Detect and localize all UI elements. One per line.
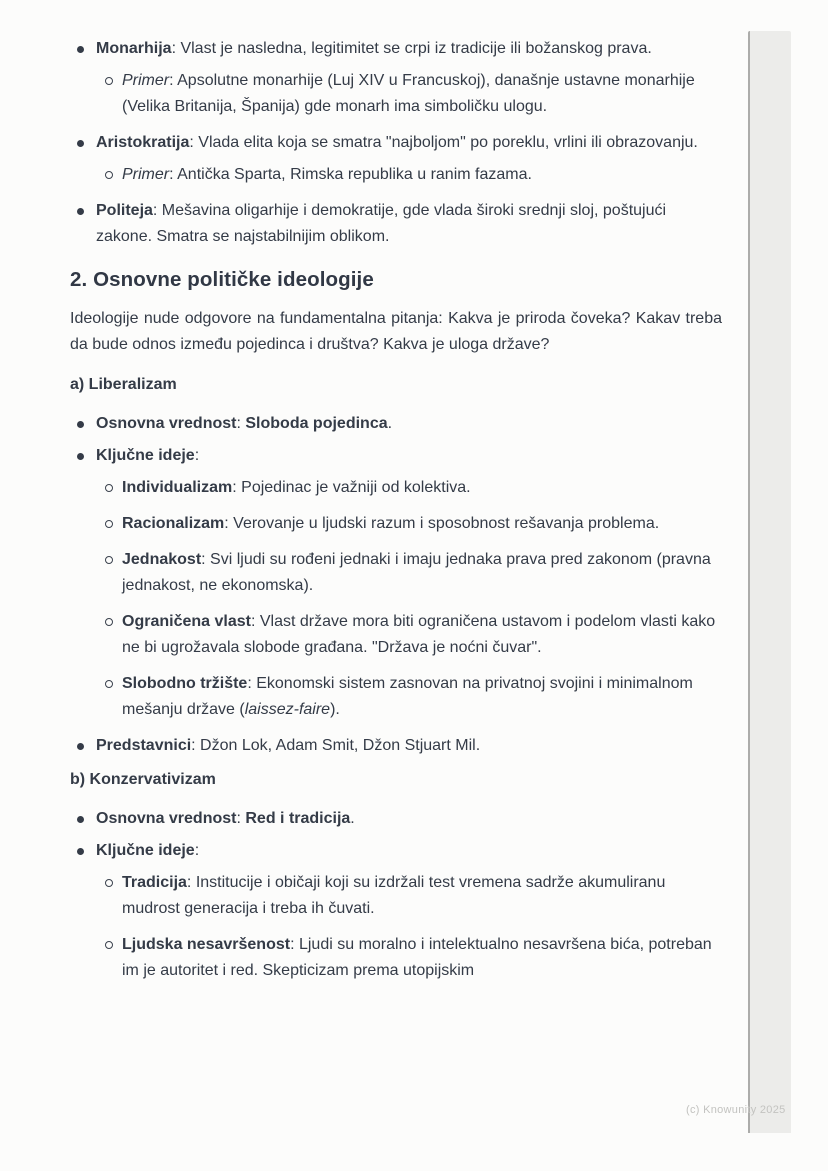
list-item-text [122,936,712,979]
text-segment: Ključne ideje [96,447,195,464]
section-heading: 2. Osnovne političke ideologije [70,268,374,291]
text-segment: Jednakost [122,551,202,568]
list-item-text [122,166,532,183]
list-item [70,671,722,723]
subsection-heading: b) Konzervativizam [70,771,216,788]
list-item [70,547,722,599]
text-segment: : Pojedinac je važniji od kolektiva. [232,479,471,496]
text-segment: : Ekonomski sistem zasnovan na privatnoj svojini i minimalnom mešanju države ( [122,675,693,718]
circle-bullet-icon [105,520,113,528]
list-item-text [122,613,715,656]
text-segment: : Ljudi su moralno i intelektualno nesavršena bića, potreban im je autoritet i red. Skepticizam prema utopijskim [122,936,712,979]
text-segment: Slobodno tržište [122,675,248,692]
list-item-text [122,479,471,496]
circle-bullet-icon [105,77,113,85]
text-segment: Ključne ideje [96,842,195,859]
text-segment: Ograničena vlast [122,613,251,630]
text-segment: : [236,415,246,432]
document-content [70,36,722,994]
text-segment: : [236,810,246,827]
list-item [70,609,722,661]
text-segment: Primer [122,72,170,89]
text-segment: : Vlast je nasledna, legitimitet se crpi iz tradicije ili božanskog prava. [171,40,652,57]
text-segment: Politeja [96,202,153,219]
list-item-text [122,675,693,718]
bullet-icon [77,453,84,460]
list-item [70,838,722,864]
bullet-icon [77,848,84,855]
text-segment: Predstavnici [96,737,192,754]
text-segment: laissez-faire [244,701,331,718]
text-segment: Individualizam [122,479,233,496]
list-item [70,130,722,156]
bullet-icon [77,816,84,823]
text-segment: Ljudska nesavršenost [122,936,291,953]
list-item [70,932,722,984]
circle-bullet-icon [105,879,113,887]
list-item [70,68,722,120]
circle-bullet-icon [105,941,113,949]
list-item-text [96,737,480,754]
text-segment: Red i tradicija [245,810,351,827]
bullet-icon [77,46,84,53]
bullet-icon [77,421,84,428]
text-segment: Ideologije nude odgovore na fundamentalna pitanja: Kakva je priroda čoveka? Kakav treba da bude odnos između pojedinca i društva? Kakva je uloga države? [70,310,722,353]
list-item [70,443,722,469]
text-segment: Sloboda pojedinca [245,415,388,432]
subsection-heading: a) Liberalizam [70,376,177,393]
text-segment: Osnovna vrednost [96,810,237,827]
watermark: (c) Knowunity 2025 [686,1104,786,1116]
list-item-text [122,72,695,115]
list-item-text [122,551,711,594]
list-item [70,198,722,250]
bullet-icon [77,743,84,750]
text-segment: Racionalizam [122,515,225,532]
circle-bullet-icon [105,680,113,688]
circle-bullet-icon [105,556,113,564]
scrollbar-track[interactable] [748,31,791,1133]
bullet-icon [77,140,84,147]
list-item-text [122,874,665,917]
text-segment: : Vlada elita koja se smatra "najboljom" po poreklu, vrlini ili obrazovanju. [189,134,698,151]
text-segment: . [350,810,355,827]
list-item-text [96,134,698,151]
text-segment: : Svi ljudi su rođeni jednaki i imaju jednaka prava pred zakonom (pravna jednakost, ne ekonomska). [122,551,711,594]
list-item-text [122,515,659,532]
text-segment: Primer [122,166,170,183]
list-item-text [96,202,666,245]
text-segment: Monarhija [96,40,172,57]
bullet-icon [77,208,84,215]
paragraph [70,306,722,358]
list-item [70,511,722,537]
text-segment: . [387,415,393,432]
text-segment: : Džon Lok, Adam Smit, Džon Stjuart Mil. [191,737,481,754]
circle-bullet-icon [105,171,113,179]
list-item [70,733,722,759]
text-segment: Tradicija [122,874,187,891]
text-segment: : Institucije i običaji koji su izdržali test vremena sadrže akumuliranu mudrost generacija i treba ih čuvati. [122,874,666,917]
text-segment: : Apsolutne monarhije (Luj XIV u Francuskoj), današnje ustavne monarhije (Velika Britanija, Španija) gde monarh ima simboličku ulogu. [122,72,695,115]
list-item [70,870,722,922]
text-segment: : [194,842,200,859]
list-item-text [96,810,355,827]
list-item-text [96,842,199,859]
list-item-text [96,447,199,464]
list-item [70,36,722,62]
list-item [70,162,722,188]
text-segment: : Antička Sparta, Rimska republika u ranim fazama. [169,166,532,183]
list-item [70,475,722,501]
list-item-text [96,40,652,57]
list-item [70,411,722,437]
text-segment: : Verovanje u ljudski razum i sposobnost rešavanja problema. [224,515,660,532]
text-segment: Osnovna vrednost [96,415,237,432]
circle-bullet-icon [105,484,113,492]
text-segment: Aristokratija [96,134,190,151]
text-segment: : Vlast države mora biti ograničena ustavom i podelom vlasti kako ne bi ugrožavala slobode građana. "Država je noćni čuvar". [122,613,716,656]
text-segment: : Mešavina oligarhije i demokratije, gde vlada široki srednji sloj, poštujući zakone. Smatra se najstabilnijim oblikom. [96,202,667,245]
circle-bullet-icon [105,618,113,626]
text-segment: ). [330,701,340,718]
list-item-text [96,415,392,432]
list-item [70,806,722,832]
text-segment: : [194,447,200,464]
